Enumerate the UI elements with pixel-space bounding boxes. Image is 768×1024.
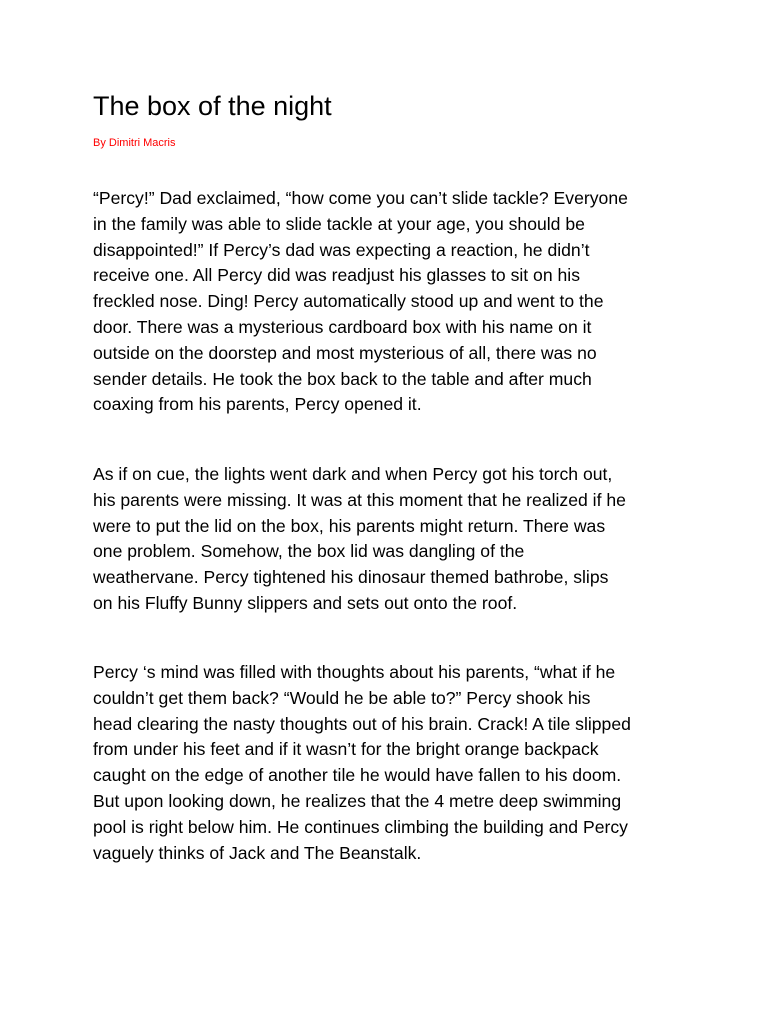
paragraph-line: outside on the doorstep and most mysterious of all, there was no: [93, 342, 597, 363]
paragraph-line: were to put the lid on the box, his parents might return. There was: [93, 515, 606, 536]
document-title: The box of the night: [93, 91, 332, 121]
paragraph-line: head clearing the nasty thoughts out of his brain. Crack! A tile slipped: [93, 713, 631, 734]
story-paragraph-3: [93, 660, 683, 866]
paragraph-line: freckled nose. Ding! Percy automatically stood up and went to the: [93, 291, 604, 312]
paragraph-line: “Percy!” Dad exclaimed, “how come you can’t slide tackle? Everyone: [93, 188, 628, 208]
paragraph-line: on his Fluffy Bunny slippers and sets out onto the roof.: [93, 592, 518, 613]
paragraph-line: disappointed!” If Percy’s dad was expecting a reaction, he didn’t: [93, 239, 590, 260]
paragraph-line: As if on cue, the lights went dark and when Percy got his torch out,: [93, 464, 613, 484]
paragraph-line: pool is right below him. He continues climbing the building and Percy: [93, 816, 628, 837]
paragraph-line: in the family was able to slide tackle at your age, you should be: [93, 213, 585, 234]
paragraph-line: But upon looking down, he realizes that the 4 metre deep swimming: [93, 790, 622, 811]
paragraph-line: coaxing from his parents, Percy opened it.: [93, 394, 422, 415]
paragraph-line: door. There was a mysterious cardboard box with his name on it: [93, 316, 592, 337]
paragraph-line: his parents were missing. It was at this moment that he realized if he: [93, 489, 626, 510]
author-byline: By Dimitri Macris: [93, 137, 176, 149]
paragraph-line: vaguely thinks of Jack and The Beanstalk.: [93, 842, 422, 863]
paragraph-line: sender details. He took the box back to the table and after much: [93, 368, 592, 389]
story-paragraph-1: [93, 186, 683, 418]
paragraph-line: caught on the edge of another tile he would have fallen to his doom.: [93, 765, 622, 786]
paragraph-line: couldn’t get them back? “Would he be able to?” Percy shook his: [93, 687, 591, 708]
paragraph-line: one problem. Somehow, the box lid was dangling of the: [93, 541, 525, 562]
paragraph-line: from under his feet and if it wasn’t for the bright orange backpack: [93, 739, 599, 760]
paragraph-line: Percy ‘s mind was filled with thoughts about his parents, “what if he: [93, 662, 616, 682]
paragraph-line: weathervane. Percy tightened his dinosaur themed bathrobe, slips: [93, 567, 609, 588]
paragraph-line: receive one. All Percy did was readjust his glasses to sit on his: [93, 265, 580, 286]
story-paragraph-2: [93, 462, 683, 617]
